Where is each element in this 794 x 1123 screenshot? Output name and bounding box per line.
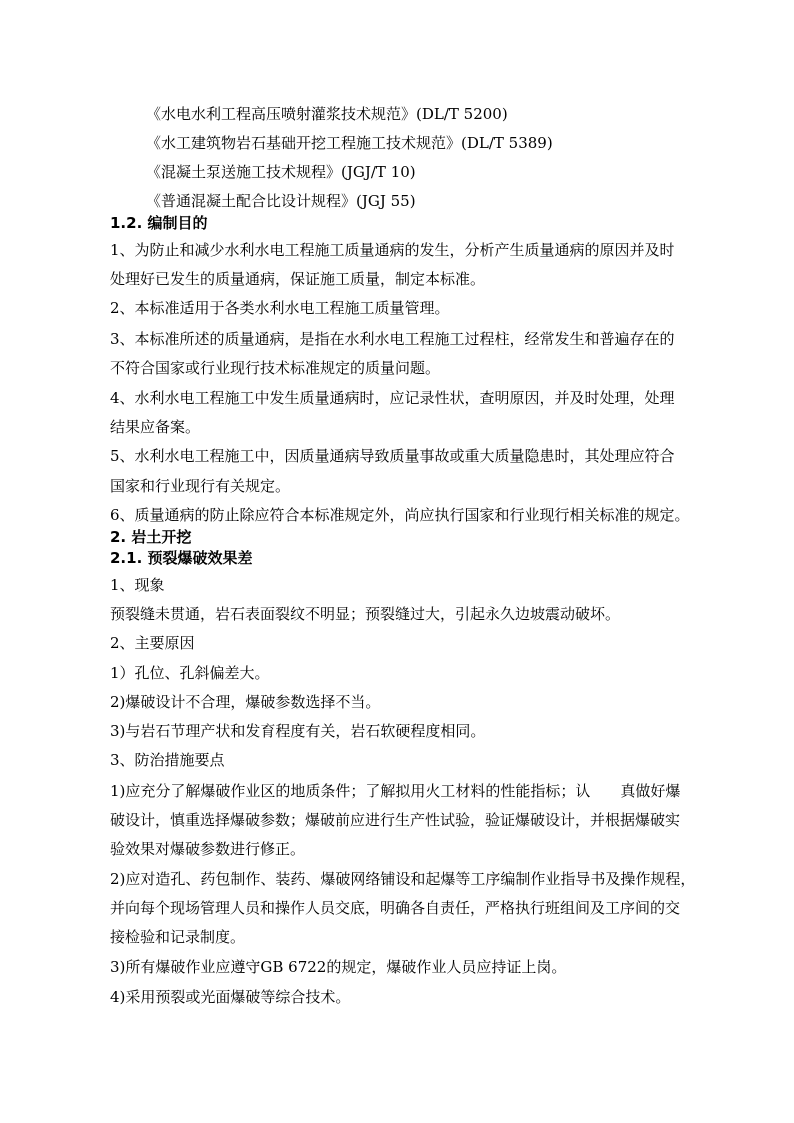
measure-1-start: 1)应充分了解爆破作业区的地质条件；了解拟用火工材料的性能指标；认 xyxy=(110,782,591,800)
paragraph-line: 破设计，慎重选择爆破参数；爆破前应进行生产性试验，验证爆破设计，并根据爆破实 xyxy=(110,811,681,829)
section-heading-2-1: 2.1. 预裂爆破效果差 xyxy=(110,549,253,567)
paragraph-line: 6、质量通病的防止除应符合本标准规定外，尚应执行国家和行业现行相关标准的规定。 xyxy=(110,506,690,524)
paragraph-line: 4、水利水电工程施工中发生质量通病时，应记录性状，查明原因，并及时处理，处理 xyxy=(110,389,675,407)
paragraph-line: 1）孔位、孔斜偏差大。 xyxy=(110,664,270,682)
reference-item: 《水工建筑物岩石基础开挖工程施工技术规范》(DL/T 5389) xyxy=(146,134,553,152)
measure-1-end: 真做好爆 xyxy=(620,782,681,800)
paragraph-line: 预裂缝未贯通，岩石表面裂纹不明显；预裂缝过大，引起永久边坡震动破坏。 xyxy=(110,605,621,623)
paragraph-line: 5、水利水电工程施工中，因质量通病导致质量事故或重大质量隐患时，其处理应符合 xyxy=(110,447,675,465)
paragraph-line: 验效果对爆破参数进行修正。 xyxy=(110,840,306,858)
paragraph-line: 不符合国家或行业现行技术标准规定的质量问题。 xyxy=(110,359,441,377)
paragraph-line: 接检验和记录制度。 xyxy=(110,928,246,946)
paragraph-line: 3)与岩石节理产状和发育程度有关，岩石软硬程度相同。 xyxy=(110,722,486,740)
paragraph-line: 2)应对造孔、药包制作、装药、爆破网络铺设和起爆等工序编制作业指导书及操作规程， xyxy=(110,870,696,888)
reference-item: 《混凝土泵送施工技术规程》(JGJ/T 10) xyxy=(146,163,416,181)
paragraph-line: 国家和行业现行有关规定。 xyxy=(110,477,291,495)
paragraph-line: 并向每个现场管理人员和操作人员交底，明确各自责任，严格执行班组间及工序间的交 xyxy=(110,899,681,917)
paragraph-line: 处理好已发生的质量通病，保证施工质量，制定本标准。 xyxy=(110,270,486,288)
paragraph-line xyxy=(110,781,730,801)
paragraph-line: 1、现象 xyxy=(110,576,165,594)
paragraph-line: 3、防治措施要点 xyxy=(110,751,225,769)
paragraph-line: 3、本标准所述的质量通病，是指在水利水电工程施工过程柱，经常发生和普遍存在的 xyxy=(110,330,675,348)
section-heading-1-2: 1.2. 编制目的 xyxy=(110,214,208,232)
paragraph-line: 2、本标准适用于各类水利水电工程施工质量管理。 xyxy=(110,299,450,317)
paragraph-line: 4)采用预裂或光面爆破等综合技术。 xyxy=(110,988,351,1006)
paragraph-line: 3)所有爆破作业应遵守GB 6722的规定，爆破作业人员应持证上岗。 xyxy=(110,958,567,976)
reference-item: 《普通混凝土配合比设计规程》(JGJ 55) xyxy=(146,192,416,210)
paragraph-line: 2)爆破设计不合理，爆破参数选择不当。 xyxy=(110,693,381,711)
paragraph-line: 2、主要原因 xyxy=(110,634,195,652)
paragraph-line: 1、为防止和减少水利水电工程施工质量通病的发生，分析产生质量通病的原因并及时 xyxy=(110,241,675,259)
section-heading-2: 2. 岩土开挖 xyxy=(110,528,192,546)
paragraph-line: 结果应备案。 xyxy=(110,418,201,436)
reference-item: 《水电水利工程高压喷射灌浆技术规范》(DL/T 5200) xyxy=(146,105,508,123)
